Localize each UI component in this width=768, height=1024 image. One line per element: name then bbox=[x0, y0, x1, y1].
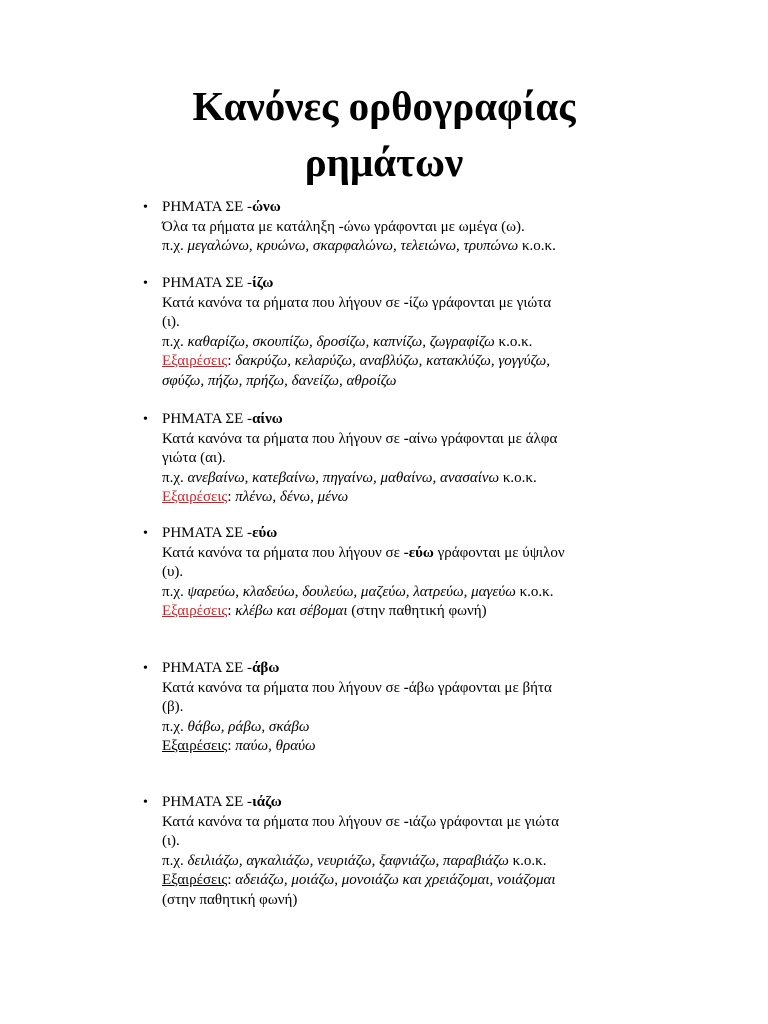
page-title bbox=[0, 78, 768, 190]
rule-text: Όλα τα ρήματα με κατάληξη -ώνω γράφονται με ωμέγα (ω). bbox=[162, 218, 525, 235]
exceptions-label: Εξαιρέσεις bbox=[162, 603, 228, 619]
rule-entry-aino bbox=[143, 410, 662, 508]
exceptions-words: κλέβω και σέβομαι bbox=[235, 603, 348, 619]
exceptions-line: Εξαιρέσεις: αδειάζω, μοιάζω, μονοιάζω και χρειάζομαι, νοιάζομαι bbox=[162, 872, 556, 888]
examples-line: π.χ. ανεβαίνω, κατεβαίνω, πηγαίνω, μαθαίνω, ανασαίνω κ.ο.κ. bbox=[162, 469, 537, 486]
rule-text: Κατά κανόνα τα ρήματα που λήγουν σε -αίνω γράφονται με άλφα bbox=[162, 430, 558, 447]
rule-heading: ΡΗΜΑΤΑ ΣΕ -ιάζω bbox=[162, 794, 282, 810]
bullet-marker: • bbox=[143, 661, 148, 676]
title-line-1: Κανόνες ορθογραφίας bbox=[192, 83, 576, 129]
rule-text-cont: (β). bbox=[162, 699, 184, 715]
rule-text: Κατά κανόνα τα ρήματα που λήγουν σε -ίζω γράφονται με γιώτα bbox=[162, 294, 552, 311]
exceptions-label: Εξαιρέσεις bbox=[162, 489, 228, 505]
rule-text: Κατά κανόνα τα ρήματα που λήγουν σε -εύω γράφονται με ύψιλον bbox=[162, 544, 565, 561]
rule-heading: ΡΗΜΑΤΑ ΣΕ -ώνω bbox=[162, 199, 281, 215]
rule-ending: άβω bbox=[252, 660, 280, 676]
exceptions-line-cont: σφύζω, πήζω, πρήζω, δανείζω, αθροίζω bbox=[162, 372, 397, 389]
rule-entry-evo bbox=[143, 524, 662, 622]
rule-heading: ΡΗΜΑΤΑ ΣΕ -αίνω bbox=[162, 411, 283, 427]
rule-text-cont: γιώτα (αι). bbox=[162, 450, 226, 466]
rule-ending: ώνω bbox=[252, 199, 281, 215]
rule-ending: ιάζω bbox=[252, 794, 282, 810]
examples-line: π.χ. δειλιάζω, αγκαλιάζω, νευριάζω, ξαφνιάζω, παραβιάζω κ.ο.κ. bbox=[162, 852, 547, 869]
examples-words: ψαρεύω, κλαδεύω, δουλεύω, μαζεύω, λατρεύω, μαγεύω bbox=[187, 583, 516, 600]
bullet-marker: • bbox=[143, 276, 148, 291]
rule-heading: ΡΗΜΑΤΑ ΣΕ -ίζω bbox=[162, 275, 274, 291]
rule-text-cont: (ι). bbox=[162, 833, 180, 849]
examples-words: μεγαλώνω, κρυώνω, σκαρφαλώνω, τελειώνω, τρυπώνω bbox=[187, 238, 519, 254]
exceptions-line: Εξαιρέσεις: κλέβω και σέβομαι (στην παθητική φωνή) bbox=[162, 603, 487, 619]
bullet-marker: • bbox=[143, 526, 148, 541]
exceptions-line: Εξαιρέσεις: δακρύζω, κελαρύζω, αναβλύζω, κατακλύζω, γογγύζω, bbox=[162, 353, 551, 369]
rule-text-cont: (υ). bbox=[162, 564, 184, 580]
examples-line: π.χ. ψαρεύω, κλαδεύω, δουλεύω, μαζεύω, λατρεύω, μαγεύω κ.ο.κ. bbox=[162, 583, 554, 600]
bullet-marker: • bbox=[143, 412, 148, 427]
rule-entry-avo bbox=[143, 659, 662, 757]
exceptions-words: αδειάζω, μοιάζω, μονοιάζω και χρειάζομαι, νοιάζομαι bbox=[235, 872, 556, 888]
exceptions-line: Εξαιρέσεις: παύω, θραύω bbox=[162, 738, 316, 754]
rule-text: Κατά κανόνα τα ρήματα που λήγουν σε -άβω γράφονται με βήτα bbox=[162, 679, 552, 696]
rule-text: Κατά κανόνα τα ρήματα που λήγουν σε -ιάζω γράφονται με γιώτα bbox=[162, 813, 559, 830]
examples-line: π.χ. καθαρίζω, σκουπίζω, δροσίζω, καπνίζω, ζωγραφίζω κ.ο.κ. bbox=[162, 333, 533, 350]
rule-entry-ono bbox=[143, 198, 662, 257]
rule-entry-iazo bbox=[143, 793, 662, 910]
exceptions-words: πλένω, δένω, μένω bbox=[235, 489, 349, 505]
examples-words: θάβω, ράβω, σκάβω bbox=[187, 718, 310, 735]
rule-heading: ΡΗΜΑΤΑ ΣΕ -άβω bbox=[162, 660, 280, 676]
rule-heading: ΡΗΜΑΤΑ ΣΕ -εύω bbox=[162, 525, 278, 541]
exceptions-label: Εξαιρέσεις bbox=[162, 738, 228, 754]
exceptions-label: Εξαιρέσεις bbox=[162, 872, 228, 888]
exceptions-line-cont: (στην παθητική φωνή) bbox=[162, 891, 298, 908]
exceptions-label: Εξαιρέσεις bbox=[162, 353, 228, 369]
rule-ending: αίνω bbox=[252, 411, 283, 427]
exceptions-words: δακρύζω, κελαρύζω, αναβλύζω, κατακλύζω, γογγύζω, bbox=[235, 353, 551, 369]
examples-line: π.χ. θάβω, ράβω, σκάβω bbox=[162, 718, 310, 735]
title-line-2: ρημάτων bbox=[304, 139, 464, 185]
examples-words: ανεβαίνω, κατεβαίνω, πηγαίνω, μαθαίνω, ανασαίνω bbox=[187, 469, 500, 486]
rule-text-cont: (ι). bbox=[162, 314, 180, 330]
bullet-marker: • bbox=[143, 795, 148, 810]
examples-line: π.χ. μεγαλώνω, κρυώνω, σκαρφαλώνω, τελειώνω, τρυπώνω κ.ο.κ. bbox=[162, 238, 556, 254]
rule-entry-izo bbox=[143, 274, 662, 391]
examples-words: καθαρίζω, σκουπίζω, δροσίζω, καπνίζω, ζωγραφίζω bbox=[187, 333, 495, 350]
rule-ending: ίζω bbox=[252, 275, 274, 291]
rule-ending: εύω bbox=[252, 525, 278, 541]
exceptions-words: παύω, θραύω bbox=[235, 738, 316, 754]
exceptions-line: Εξαιρέσεις: πλένω, δένω, μένω bbox=[162, 489, 349, 505]
bullet-marker: • bbox=[143, 200, 148, 215]
examples-words: δειλιάζω, αγκαλιάζω, νευριάζω, ξαφνιάζω, παραβιάζω bbox=[187, 852, 509, 869]
